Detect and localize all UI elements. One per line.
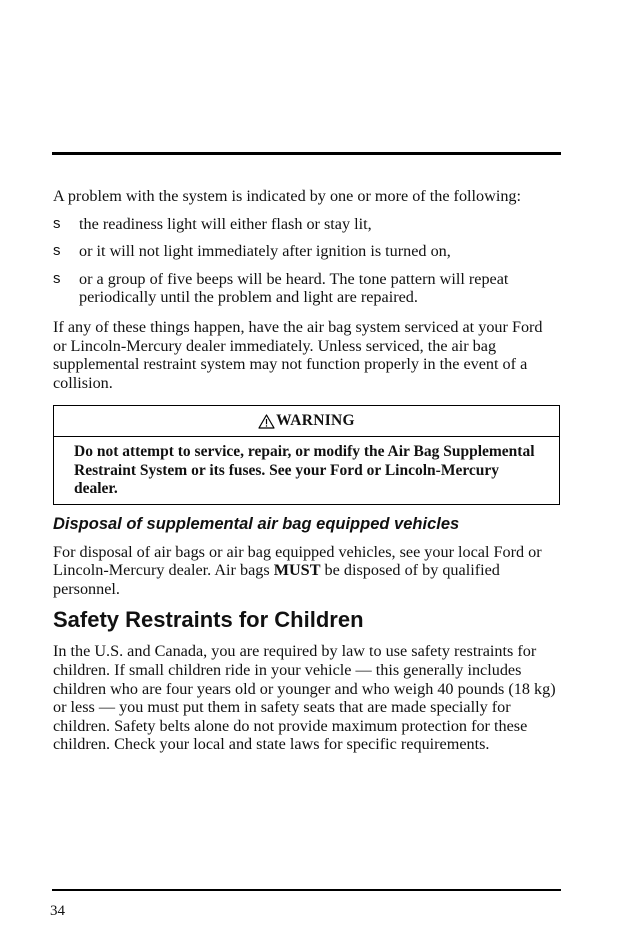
service-paragraph: If any of these things happen, have the air bag system serviced at your Ford or Lincoln-Mercury dealer immediately. Unless serviced, the air bag supplemental restraint system may not function properly in the event of a collision.: [53, 317, 543, 392]
disposal-text-start: For disposal of air bags or air bag equipped vehicles, see your local Ford or Lincoln-Mercury dealer. Air bags: [53, 542, 542, 580]
bullet-marker: s: [53, 214, 61, 232]
disposal-paragraph: [53, 543, 559, 599]
top-rule: [52, 152, 561, 155]
warning-title: WARNING: [276, 412, 355, 430]
section-title: Safety Restraints for Children: [53, 607, 364, 633]
warning-triangle-icon: [258, 414, 275, 429]
bottom-rule: [52, 889, 561, 891]
list-item-text: or a group of five beeps will be heard. The tone pattern will repeat periodically until the problem and light are repaired.: [79, 269, 509, 307]
children-paragraph: In the U.S. and Canada, you are required by law to use safety restraints for children. If small children ride in your vehicle — this generally includes children who are four years old or younger and who weigh 40 pounds (18 kg) or less — you must put them in safety seats that are made specially for children. Safety belts alone do not provide maximum protection for these children. Check your local and state laws for specific requirements.: [53, 642, 556, 754]
list-item: [53, 242, 559, 261]
disposal-text-end: be disposed of by qualified personnel.: [53, 561, 500, 598]
page-content: [53, 187, 559, 754]
list-item-text: the readiness light will either flash or stay lit,: [79, 214, 372, 233]
disposal-heading: Disposal of supplemental air bag equipped vehicles: [53, 514, 460, 533]
list-item-text: or it will not light immediately after ignition is turned on,: [79, 242, 451, 261]
warning-header: [54, 406, 559, 437]
bullet-marker: s: [53, 269, 61, 287]
page-number: 34: [50, 903, 65, 919]
symptom-list: [53, 215, 559, 307]
list-item: [53, 270, 559, 307]
bullet-marker: s: [53, 242, 61, 260]
list-item: [53, 215, 559, 234]
warning-box: [53, 405, 560, 504]
intro-text: A problem with the system is indicated by one or more of the following:: [53, 187, 522, 205]
warning-text: Do not attempt to service, repair, or modify the Air Bag Supplemental Restraint System or its fuses. See your Ford or Lincoln-Mercury dealer.: [74, 443, 535, 498]
disposal-emphasis: MUST: [273, 561, 321, 580]
